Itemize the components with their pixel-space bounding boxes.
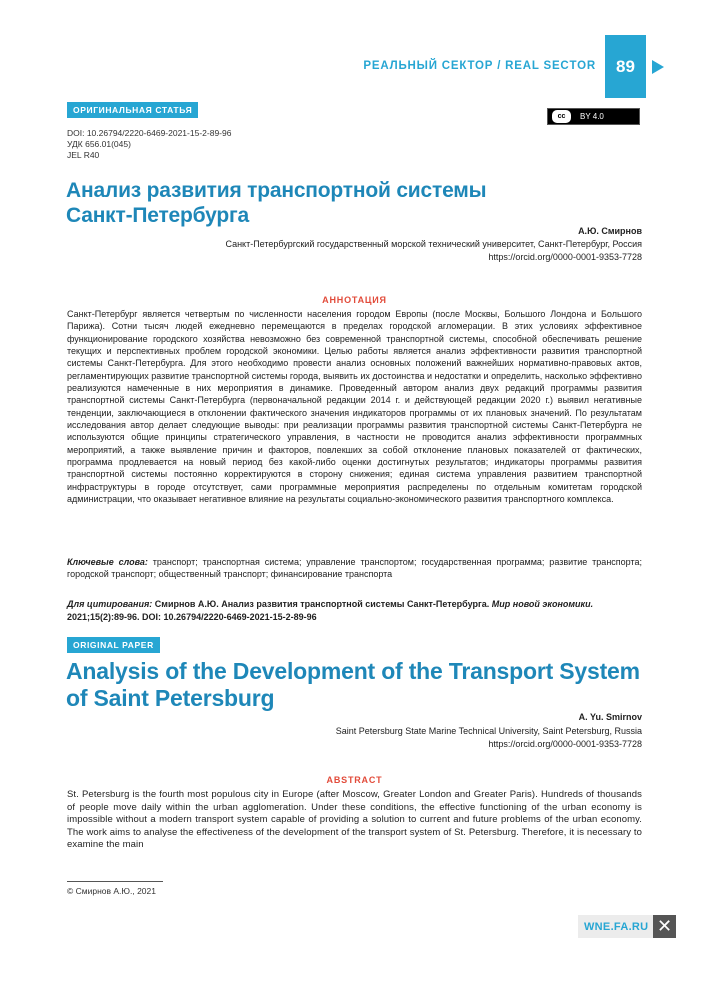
title-ru-line1: Анализ развития транспортной системы — [66, 179, 487, 202]
article-type-tag-en: ORIGINAL PAPER — [67, 637, 160, 653]
citation-main: Смирнов А.Ю. Анализ развития транспортной системы Санкт-Петербурга. — [154, 599, 490, 609]
cc-license-badge[interactable] — [547, 108, 640, 125]
section-label: РЕАЛЬНЫЙ СЕКТОР / REAL SECTOR — [363, 60, 596, 72]
close-x-icon[interactable]: ✕ — [653, 915, 676, 938]
jel: JEL R40 — [67, 150, 100, 160]
keywords-text: транспорт; транспортная система; управление транспортом; государственная программа; развитие транспорта; городской транспорт; общественный транспорт; финансирование транспорта — [67, 557, 642, 580]
title-en-line2: of Saint Petersburg — [66, 685, 275, 711]
citation-journal: Мир новой экономики. — [491, 599, 594, 609]
citation — [67, 598, 642, 624]
cc-icon: cc — [551, 109, 572, 124]
abstract-en: St. Petersburg is the fourth most populous city in Europe (after Moscow, Greater London and Greater Paris). Hundreds of thousands of people move daily within the urban agglomeration. Under these conditions, the effective functioning of the urban economy is impossible without a modern transport system capable of providing a solution to current and future problems of the urban economy. The work aims to analyse the effectiveness of the development of the transport system of St. Petersburg. Therefore, it is necessary to examine the main — [67, 789, 642, 851]
copyright: © Смирнов А.Ю., 2021 — [67, 886, 156, 896]
article-type-tag-ru: ОРИГИНАЛЬНАЯ СТАТЬЯ — [67, 102, 198, 118]
orcid-en[interactable]: https://orcid.org/0000-0001-9353-7728 — [488, 739, 642, 749]
udk: УДК 656.01(045) — [67, 139, 131, 149]
footnote-divider — [67, 881, 163, 882]
site-url[interactable]: WNE.FA.RU — [584, 920, 649, 933]
title-ru-line2: Санкт-Петербурга — [66, 204, 250, 227]
page-number: 89 — [605, 35, 646, 98]
doi[interactable]: DOI: 10.26794/2220-6469-2021-15-2-89-96 — [67, 128, 232, 138]
author-ru: А.Ю. Смирнов — [578, 226, 642, 236]
abstract-heading-ru: АННОТАЦИЯ — [322, 295, 387, 305]
title-en-line1: Analysis of the Development of the Transport System — [66, 658, 640, 684]
triangle-right-icon[interactable] — [652, 60, 664, 74]
keywords-ru — [67, 556, 642, 581]
author-en: A. Yu. Smirnov — [578, 712, 642, 722]
abstract-ru: Санкт-Петербург является четвертым по численности населения городом Европы (после Москвы, Большого Лондона и Большого Парижа). Сотни тысяч людей ежедневно перемещаются в пределах городской агломерации. В этих условиях эффективное функционирование городского хозяйства невозможно без современной транспортной системы, способной обеспечивать решение текущих и перспективных проблем городской экономики. Целью работы является анализ эффективности развития транспортной системы Санкт-Петербурга. Для этого необходимо провести анализ основных положений важнейших нормативно-правовых актов, регламентирующих развитие транспортной системы города, выявить их достоинства и недостатки и определить, насколько эффективно реализуются намеченные в них мероприятия в динамике. Проведенный автором анализ двух редакций программы развития транспортной системы Санкт-Петербурга (первоначальной редакции 2014 г. и действующей редакции 2020 г.) выявил негативные тенденции, заключающиеся в отклонении фактического значения индикаторов программы от их плановых значений. По результатам исследования автор делает следующие выводы: при реализации программы развития транспортной системы Санкт-Петербурга не используются общие принципы стратегического управления, в частности не проводится анализ эффективности программных мероприятий, а также выявление причин и факторов, повлекших за собой отклонение плановых показателей от фактических, программа продлевается на новый период без какой-либо оценки достигнутых результатов; индикаторы программы развития транспортной системы постоянно корректируются в сторону снижения; единая система управления развитием транспортной инфраструктуры в городе отсутствует, сами программные мероприятия распределены по отдельным комитетам городской администрации, что оказывает негативное влияние на результаты социально-экономического развития транспортного комплекса. — [67, 309, 642, 505]
citation-label: Для цитирования: — [67, 599, 153, 609]
affiliation-ru: Санкт-Петербургский государственный морской технический университет, Санкт-Петербург, Россия — [225, 239, 642, 249]
abstract-heading-en: ABSTRACT — [326, 775, 383, 785]
orcid-ru[interactable]: https://orcid.org/0000-0001-9353-7728 — [488, 252, 642, 262]
cc-license-text: BY 4.0 — [580, 112, 604, 121]
keywords-label: Ключевые слова: — [67, 557, 148, 567]
citation-tail[interactable]: 2021;15(2):89-96. DOI: 10.26794/2220-6469-2021-15-2-89-96 — [67, 612, 317, 622]
affiliation-en: Saint Petersburg State Marine Technical University, Saint Petersburg, Russia — [335, 726, 642, 736]
